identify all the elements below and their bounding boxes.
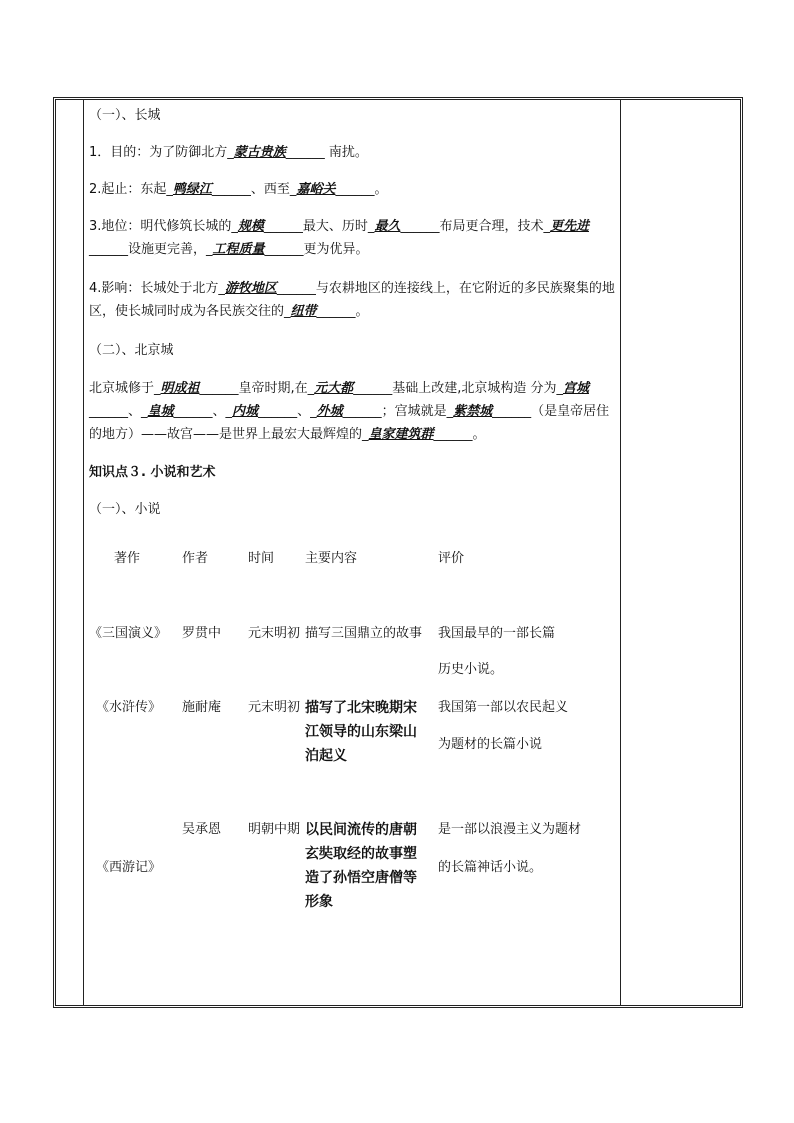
great-wall-range [89,178,616,201]
great-wall-status [89,215,616,261]
text: ______、西至_ [211,182,297,197]
answer: 规模 [237,219,264,234]
table-row-2-author: 施耐庵 [182,700,222,715]
text: ______更为优异。 [264,242,369,257]
answer: 工程质量 [212,242,265,257]
text: ______设施更完善，_ [89,242,213,257]
table-header-content: 主要内容 [305,551,358,566]
table-header-work: 著作 [114,551,141,566]
answer: 明成祖 [160,381,200,396]
text: ______基础上改建,北京城构造 分为_ [353,381,563,396]
text: 4.影响：长城处于北方_ [89,281,225,296]
table-row-3-eval-line1: 是一部以浪漫主义为题材 [438,822,582,837]
section-heading-great-wall: （一）、长城 [89,108,161,123]
answer: 皇家建筑群 [368,427,434,442]
answer: 纽带 [290,304,317,319]
table-header-time: 时间 [248,551,275,566]
beijing-city-paragraph [89,377,616,446]
great-wall-influence [89,277,616,323]
answer: 蒙古贵族 [233,145,286,160]
answer: 内城 [232,404,259,419]
table-row-3-content: 以民间流传的唐朝玄奘取经的故事塑造了孙悟空唐僧等形象 [305,822,417,910]
answer: 更先进 [549,219,589,234]
table-row-2-content: 描写了北宋晚期宋江领导的山东梁山泊起义 [305,700,417,764]
table-row-2-time: 元末明初 [248,700,301,715]
text: ______皇帝时期,在_ [199,381,315,396]
table-row-2-work: 《水浒传》 [96,700,162,715]
text: ______、_ [89,404,148,419]
answer: 鸭绿江 [172,182,212,197]
great-wall-purpose [89,141,616,164]
text: 2.起止：东起_ [89,182,173,197]
text: ______ 南扰。 [285,145,368,160]
table-row-3-eval-line2: 的长篇神话小说。 [438,860,543,875]
table-row-1-content: 描写三国鼎立的故事 [305,626,423,641]
table-column-divider-left [83,100,84,1005]
table-row-3-author: 吴承恩 [182,822,222,837]
text: 北京城修于_ [89,381,161,396]
table-row-3-time: 明朝中期 [248,822,301,837]
table-row-1-time: 元末明初 [248,626,301,641]
text: 3.地位：明代修筑长城的_ [89,219,238,234]
table-row-1-eval-line2: 历史小说。 [438,662,504,677]
text: ______布局更合理，技术_ [400,219,550,234]
answer: 元大都 [314,381,354,396]
text: ______；宫城就是_ [342,404,454,419]
text: ______、_ [173,404,233,419]
answer: 最久 [374,219,401,234]
table-header-author: 作者 [182,551,209,566]
section-heading-beijing: （二）、北京城 [89,343,174,358]
table-row-1-author: 罗贯中 [182,626,222,641]
text: ______（是皇帝居住的地方）——故宫——是世界上最宏大最辉煌的_ [89,404,610,442]
knowledge-point-title: 知识点３. 小说和艺术 [89,465,216,480]
answer: 皇城 [147,404,174,419]
text: ______。 [316,304,369,319]
text: ______。 [433,427,486,442]
text: ______、_ [258,404,317,419]
answer: 嘉峪关 [296,182,336,197]
table-header-evaluation: 评价 [438,551,465,566]
text: ______。 [335,182,388,197]
table-row-1-work: 《三国演义》 [89,626,168,641]
answer: 宫城 [562,381,589,396]
table-row-1-eval-line1: 我国最早的一部长篇 [438,626,556,641]
table-column-divider-right [620,100,621,1005]
text: 1．目的：为了防御北方_ [89,145,234,160]
answer: 游牧地区 [224,281,277,296]
section-heading-novels: （一）、小说 [89,502,161,517]
answer: 外城 [316,404,343,419]
table-row-2-eval-line2: 为题材的长篇小说 [438,737,543,752]
text: ______与农耕地区的连接线上，在它附近的多民族聚集的地区，使长城同时成为各民族交往的_ [89,281,615,319]
table-row-3-work: 《西游记》 [96,860,162,875]
answer: 紫禁城 [453,404,493,419]
text: ______最大、历时_ [263,219,375,234]
table-row-2-eval-line1: 我国第一部以农民起义 [438,700,569,715]
